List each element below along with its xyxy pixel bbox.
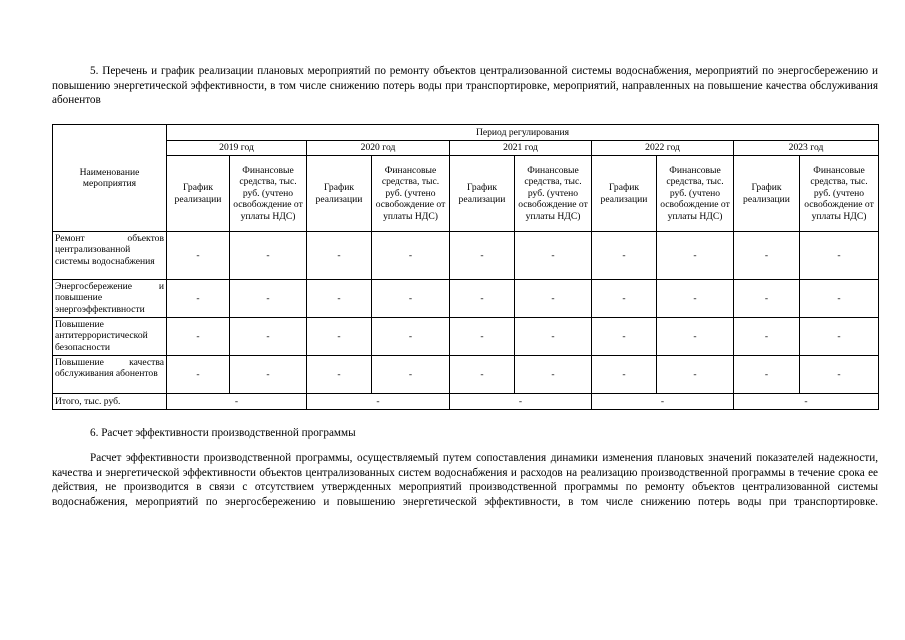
table-cell: -: [592, 280, 657, 318]
total-label: Итого, тыс. руб.: [53, 394, 167, 410]
section-6-text: Расчет эффективности производственной программы, осуществляемый путем сопоставления динамики изменения плановых значений показателей надежности, качества и энергетической эффективности объектов централизованных систем водоснабжения и расходов на реализацию производственной программы в течение срока ее действия, не производится в связи с отсутствием утвержденных мероприятий производственной программы по ремонту объектов централизованной системы водоснабжения, мероприятий по энергосбережению и повышению энергетической эффективности, в том числе снижению потерь воды при транспортировке.: [52, 452, 878, 508]
table-cell: -: [372, 232, 450, 280]
table-cell: -: [230, 318, 307, 356]
finance-subheader: Финансовые средства, тыс. руб. (учтено освобождение от уплаты НДС): [230, 156, 307, 232]
table-cell: -: [592, 232, 657, 280]
section-6-heading: 6. Расчет эффективности производственной программы: [90, 427, 356, 439]
table-cell: -: [515, 280, 592, 318]
table-cell: -: [230, 232, 307, 280]
table-cell: -: [167, 232, 230, 280]
total-cell: -: [307, 394, 450, 410]
finance-subheader: Финансовые средства, тыс. руб. (учтено освобождение от уплаты НДС): [657, 156, 734, 232]
table-cell: -: [372, 280, 450, 318]
subheader-row: [53, 156, 879, 232]
table-row: [53, 232, 879, 280]
table-cell: -: [450, 280, 515, 318]
table-cell: -: [167, 318, 230, 356]
finance-subheader: Финансовые средства, тыс. руб. (учтено освобождение от уплаты НДС): [515, 156, 592, 232]
table-cell: -: [800, 280, 879, 318]
total-cell: -: [734, 394, 879, 410]
year-header: 2021 год: [450, 141, 592, 156]
year-header: 2019 год: [167, 141, 307, 156]
finance-subheader: Финансовые средства, тыс. руб. (учтено освобождение от уплаты НДС): [800, 156, 879, 232]
table-cell: -: [307, 280, 372, 318]
table-cell: -: [515, 318, 592, 356]
table-cell: -: [800, 232, 879, 280]
table-row: [53, 356, 879, 394]
table-row: [53, 318, 879, 356]
table-cell: -: [800, 318, 879, 356]
schedule-subheader: График реализации: [592, 156, 657, 232]
row-name: Повышение качества обслуживания абонентов: [53, 356, 167, 394]
table-cell: -: [592, 356, 657, 394]
table-cell: -: [372, 318, 450, 356]
schedule-subheader: График реализации: [734, 156, 800, 232]
total-cell: -: [592, 394, 734, 410]
schedule-subheader: График реализации: [307, 156, 372, 232]
schedule-subheader: График реализации: [167, 156, 230, 232]
years-row: [53, 141, 879, 156]
finance-subheader: Финансовые средства, тыс. руб. (учтено освобождение от уплаты НДС): [372, 156, 450, 232]
schedule-subheader: График реализации: [450, 156, 515, 232]
table-cell: -: [515, 356, 592, 394]
table-cell: -: [515, 232, 592, 280]
table-cell: -: [734, 280, 800, 318]
table-cell: -: [592, 318, 657, 356]
section-5-title: 5. Перечень и график реализации плановых мероприятий по ремонту объектов централизованной системы водоснабжения, мероприятий по энергосбережению и повышению энергетической эффективности, в том числе снижению потерь воды при транспортировке, мероприятий, направленных на повышение качества обслуживания абонентов: [52, 65, 878, 107]
table-cell: -: [230, 356, 307, 394]
activities-table: [52, 124, 879, 410]
year-header: 2020 год: [307, 141, 450, 156]
table-cell: -: [450, 318, 515, 356]
table-row: [53, 280, 879, 318]
period-header: Период регулирования: [167, 125, 879, 141]
year-header: 2023 год: [734, 141, 879, 156]
total-cell: -: [167, 394, 307, 410]
table-cell: -: [167, 356, 230, 394]
table-cell: -: [657, 356, 734, 394]
total-cell: -: [450, 394, 592, 410]
year-header: 2022 год: [592, 141, 734, 156]
table-header-row: [53, 125, 879, 141]
table-cell: -: [734, 356, 800, 394]
table-cell: -: [657, 232, 734, 280]
table-cell: -: [657, 318, 734, 356]
table-cell: -: [307, 232, 372, 280]
table-cell: -: [307, 356, 372, 394]
row-name: Ремонт объектов централизованной системы водоснабжения: [53, 232, 167, 280]
row-name: Энергосбережение и повышение энергоэффективности: [53, 280, 167, 318]
name-column-header: Наименование мероприятия: [53, 125, 167, 232]
table-cell: -: [307, 318, 372, 356]
table-cell: -: [167, 280, 230, 318]
table-cell: -: [230, 280, 307, 318]
table-cell: -: [734, 318, 800, 356]
table-cell: -: [657, 280, 734, 318]
total-row: [53, 394, 879, 410]
table-cell: -: [734, 232, 800, 280]
row-name: Повышение антитеррористической безопасности: [53, 318, 167, 356]
table-cell: -: [450, 356, 515, 394]
table-cell: -: [450, 232, 515, 280]
table-cell: -: [372, 356, 450, 394]
table-cell: -: [800, 356, 879, 394]
